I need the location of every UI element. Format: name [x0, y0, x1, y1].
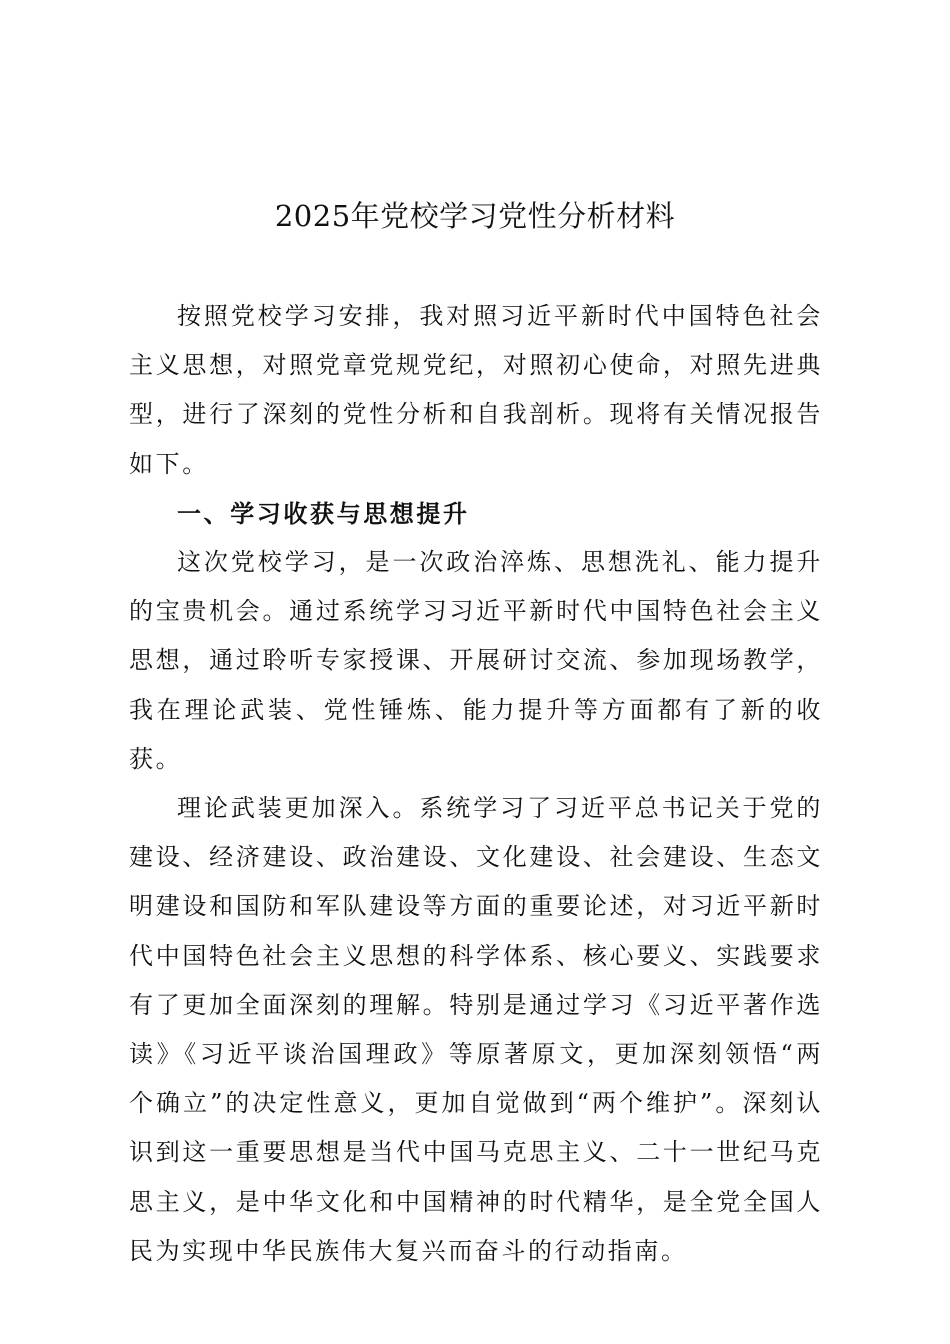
body-paragraph: 理论武装更加深入。系统学习了习近平总书记关于党的建设、经济建设、政治建设、文化建设、社会建设、生态文明建设和国防和军队建设等方面的重要论述，对习近平新时代中国特色社会主义思想的科学体系、核心要义、实践要求有了更加全面深刻的理解。特别是通过学习《习近平著作选读》《习近平谈治国理政》等原著原文，更加深刻领悟“两个确立”的决定性意义，更加自觉做到“两个维护”。深刻认识到这一重要思想是当代中国马克思主义、二十一世纪马克思主义，是中华文化和中国精神的时代精华，是全党全国人民为实现中华民族伟大复兴而奋斗的行动指南。	[129, 794, 823, 1265]
intro-paragraph: 按照党校学习安排，我对照习近平新时代中国特色社会主义思想，对照党章党规党纪，对照初心使命，对照先进典型，进行了深刻的党性分析和自我剖析。现将有关情况报告如下。	[129, 302, 823, 478]
section-heading: 一、学习收获与思想提升	[177, 498, 470, 528]
body-paragraph: 这次党校学习，是一次政治淬炼、思想洗礼、能力提升的宝贵机会。通过系统学习习近平新时代中国特色社会主义思想，通过聆听专家授课、开展研讨交流、参加现场教学，我在理论武装、党性锤炼、能力提升等方面都有了新的收获。	[129, 548, 823, 773]
document-body	[129, 292, 823, 1276]
document-title: 2025年党校学习党性分析材料	[274, 199, 676, 233]
